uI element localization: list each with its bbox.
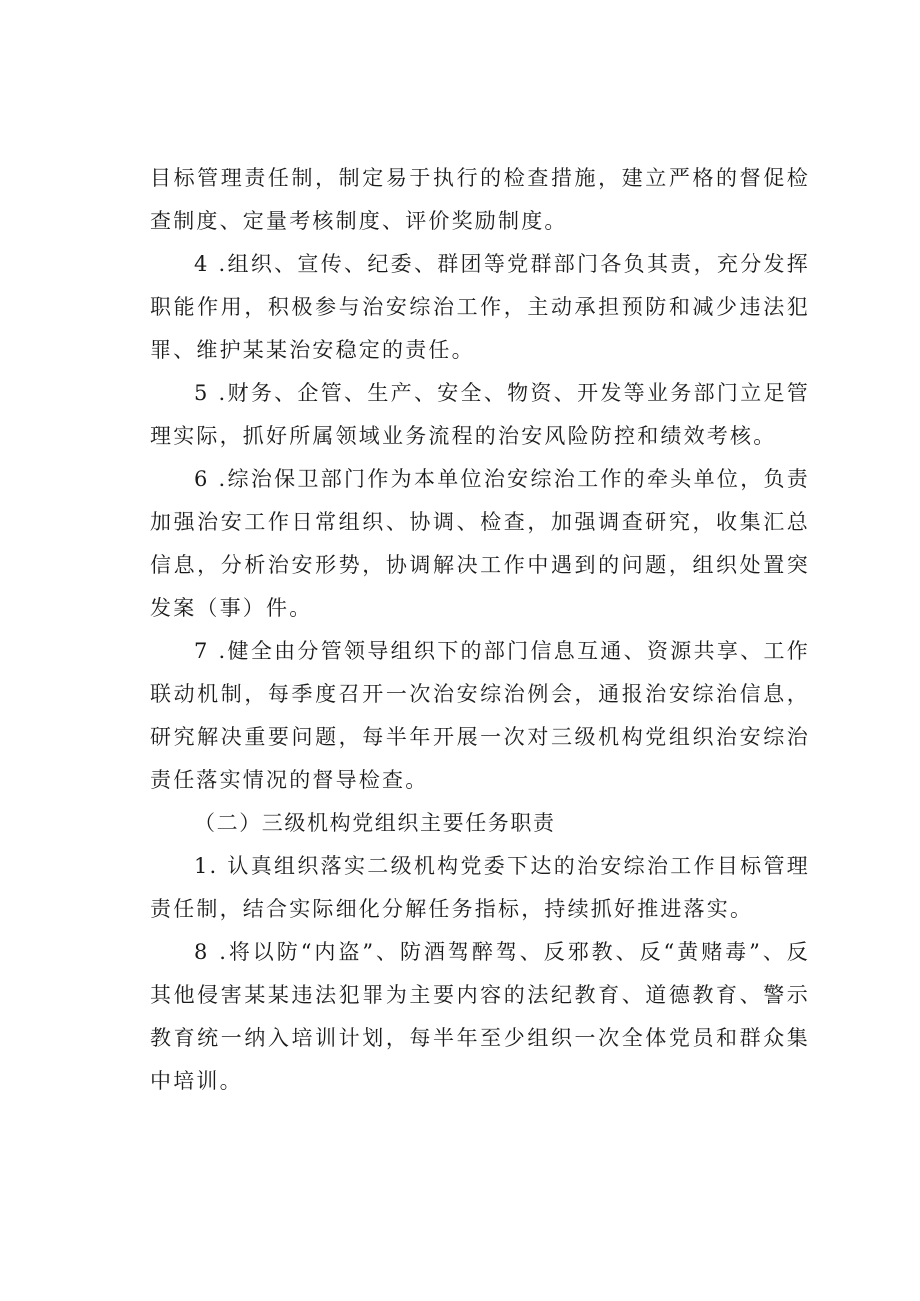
paragraph-item-5: 5 .财务、企管、生产、安全、物资、开发等业务部门立足管理实际，抓好所属领域业务流程的治安风险防控和绩效考核。 [150, 381, 810, 448]
section-heading: （二）三级机构党组织主要任务职责 [194, 811, 556, 835]
paragraph-item-4: 4 .组织、宣传、纪委、群团等党群部门各负其责，充分发挥职能作用，积极参与治安综治工作，主动承担预防和减少违法犯罪、维护某某治安稳定的责任。 [150, 252, 810, 362]
paragraph-item-8: 8 .将以防“内盗”、防酒驾醉驾、反邪教、反“黄赌毒”、反其他侵害某某违法犯罪为主要内容的法纪教育、道德教育、警示教育统一纳入培训计划，每半年至少组织一次全体党员和群众集中培训。 [150, 940, 810, 1093]
paragraph-item-7: 7 .健全由分管领导组织下的部门信息互通、资源共享、工作联动机制，每季度召开一次治安综治例会，通报治安综治信息，研究解决重要问题，每半年开展一次对三级机构党组织治安综治责任落实情况的督导检查。 [150, 639, 810, 792]
paragraph-item-6: 6 .综治保卫部门作为本单位治安综治工作的牵头单位，负责加强治安工作日常组织、协调、检查，加强调查研究，收集汇总信息，分析治安形势，协调解决工作中遇到的问题，组织处置突发案（事）件。 [150, 467, 810, 620]
paragraph-item-1: 1. 认真组织落实二级机构党委下达的治安综治工作目标管理责任制，结合实际细化分解任务指标，持续抓好推进落实。 [150, 854, 810, 921]
document-body [150, 157, 810, 1103]
paragraph-continuation: 目标管理责任制，制定易于执行的检查措施，建立严格的督促检查制度、定量考核制度、评价奖励制度。 [150, 166, 810, 233]
